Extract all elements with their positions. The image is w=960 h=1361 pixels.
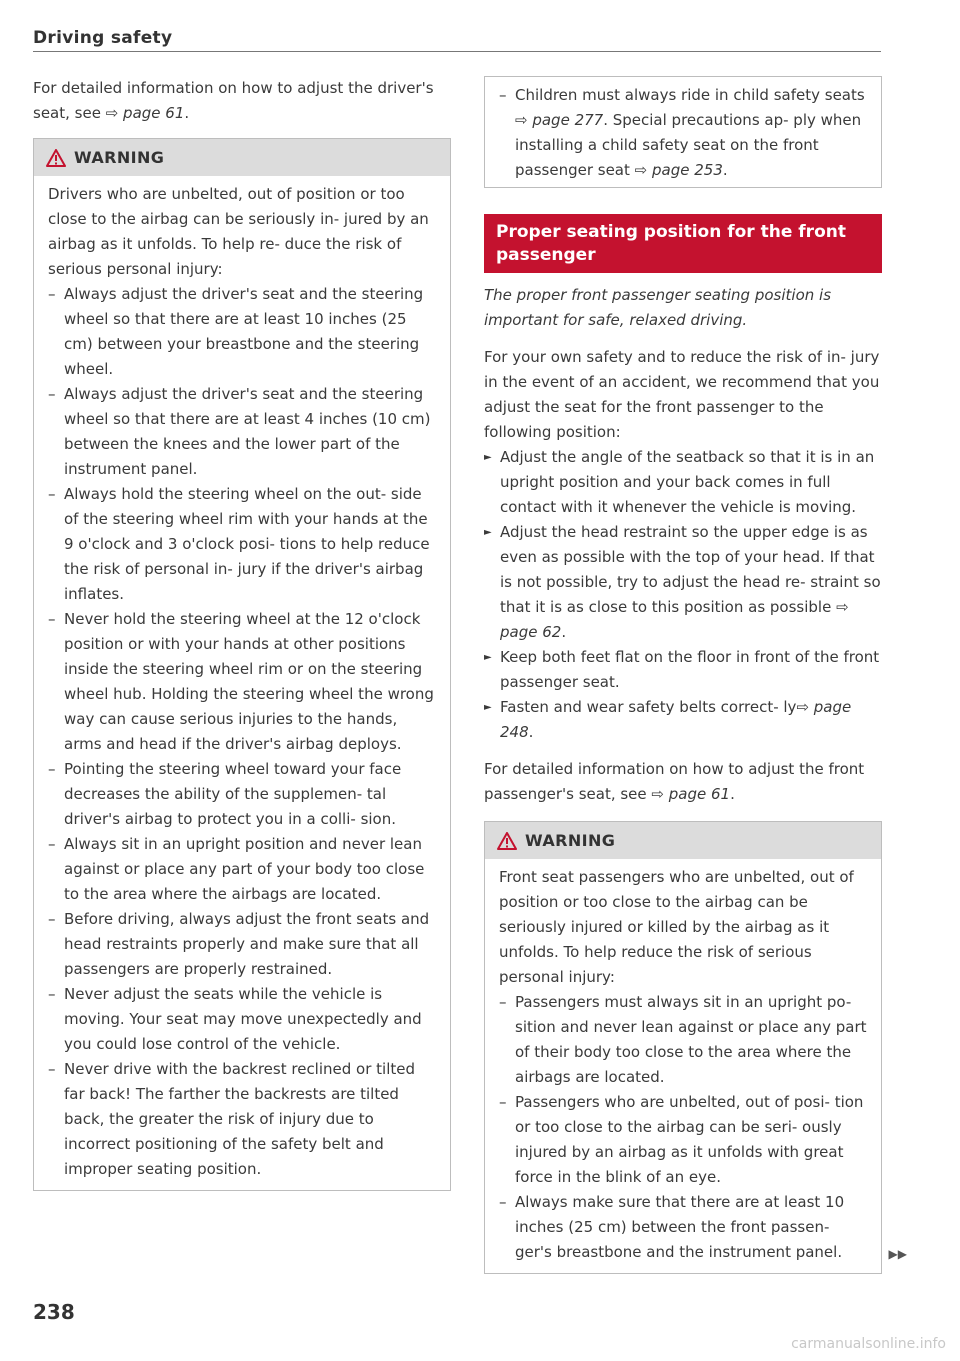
page-ref-61-right[interactable]: ⇨ page 61: [651, 785, 731, 803]
warning-item: – Before driving, always adjust the front seats and head restraints properly and make sure that all passengers are properly restrained.: [48, 907, 436, 982]
triangle-bullet-icon: ►: [484, 527, 492, 538]
warning-item: – Pointing the steering wheel toward your face decreases the ability of the supplemen- tal driver's airbag to protect you in a colli- sion.: [48, 757, 436, 832]
header-divider: [33, 51, 881, 52]
warning-triangle-icon: [46, 149, 66, 167]
warning-item: – Never hold the steering wheel at the 12 o'clock position or with your hands at other positions inside the steering wheel rim or on the steering wheel hub. Holding the steering wheel the wrong way can cause serious injuries to the hands, arms and head if the driver's airbag deploys.: [48, 607, 436, 757]
step-text: Adjust the angle of the seatback so that it is in an upright position and your back comes in full contact with it whenever the vehicle is moving.: [500, 448, 875, 516]
warning-item: – Always sit in an upright position and never lean against or place any part of your body too close to the area where the airbags are located.: [48, 832, 436, 907]
step-text: Fasten and wear safety belts correct- ly: [500, 698, 797, 716]
warning-header: [34, 139, 450, 176]
continued-text-mid: . Special precautions ap- ply when installing a child safety seat on the front passenger seat: [515, 111, 862, 179]
warning-item: – Always adjust the driver's seat and the steering wheel so that there are at least 10 inches (25 cm) between your breastbone and the steering wheel.: [48, 282, 436, 382]
continued-item: – Children must always ride in child safety seats ⇨ page 277. Special precautions ap- ply when installing a child safety seat on the front passenger seat ⇨ page 253.: [499, 83, 869, 183]
warning-item: – Always hold the steering wheel on the out- side of the steering wheel rim with your hands at the 9 o'clock and 3 o'clock posi- tions to help reduce the risk of personal in- jury if the driver's airbag inflates.: [48, 482, 436, 607]
warning-intro: Drivers who are unbelted, out of position or too close to the airbag can be seriously in- jured by an airbag as it unfolds. To help re- duce the risk of serious personal injury:: [48, 185, 429, 278]
triangle-bullet-icon: ►: [484, 452, 492, 463]
warning-title: WARNING: [74, 148, 165, 167]
running-header: Driving safety: [33, 28, 173, 48]
step-text: Keep both feet flat on the floor in front of the front passenger seat.: [500, 648, 880, 691]
step-text: Adjust the head restraint so the upper edge is as even as possible with the top of your head. If that is not possible, try to adjust the head re- straint so that it is as close to this position as possible: [500, 523, 881, 616]
triangle-bullet-icon: ►: [484, 652, 492, 663]
page-ref-61[interactable]: ⇨ page 61: [105, 104, 185, 122]
driver-warning-box: [33, 138, 451, 1191]
step-item: ► Adjust the head restraint so the upper edge is as even as possible with the top of your head. If that is not possible, try to adjust the head re- straint so that it is as close to this position as possible ⇨ page 62.: [484, 520, 882, 645]
warning-intro: Front seat passengers who are unbelted, out of position or too close to the airbag can be seriously injured or killed by the airbag as it unfolds. To help reduce the risk of serious personal injury:: [499, 868, 854, 986]
continued-warning-box: [484, 76, 882, 188]
passenger-warning-box: [484, 821, 907, 1274]
warning-item: – Passengers who are unbelted, out of posi- tion or too close to the airbag can be seri- ously injured by an airbag as it unfolds with great force in the blink of an eye.: [499, 1090, 867, 1190]
left-intro-text: For detailed information on how to adjust the driver's seat, see: [33, 79, 434, 122]
step-item: [484, 445, 882, 520]
left-column: [33, 76, 451, 1191]
instruction-steps: [484, 445, 882, 745]
left-intro-paragraph: For detailed information on how to adjust the driver's seat, see ⇨ page 61.: [33, 79, 434, 122]
section-body: For your own safety and to reduce the risk of in- jury in the event of an accident, we recommend that you adjust the seat for the front passenger to the following position:: [484, 348, 880, 441]
warning-body: [34, 176, 450, 1190]
triangle-bullet-icon: ►: [484, 702, 492, 713]
watermark: carmanualsonline.info: [791, 1336, 946, 1352]
continued-text: Children must always ride in child safety seats: [515, 86, 865, 104]
warning-item: – Always make sure that there are at least 10 inches (25 cm) between the front passen- ger's breastbone and the instrument panel.: [499, 1190, 867, 1265]
warning-item: – Always adjust the driver's seat and the steering wheel so that there are at least 4 inches (10 cm) between the knees and the lower part of the instrument panel.: [48, 382, 436, 482]
warning-item: – Passengers must always sit in an upright po- sition and never lean against or place any part of their body too close to the area where the airbags are located.: [499, 990, 867, 1090]
step-item: ► Fasten and wear safety belts correct- ly⇨ page 248.: [484, 695, 882, 745]
warning-triangle-icon: [497, 832, 517, 850]
right-column: [484, 76, 907, 1274]
page-ref-62[interactable]: ⇨ page 62: [500, 598, 849, 641]
warning-item: – Never drive with the backrest reclined or tilted far back! The farther the backrests are tilted back, the greater the risk of injury due to incorrect positioning of the safety belt and improper seating position.: [48, 1057, 436, 1182]
warning-list: [48, 282, 436, 1182]
continued-arrow-icon: ▶▶: [888, 1247, 907, 1261]
warning-title: WARNING: [525, 831, 616, 850]
continued-list: [499, 83, 869, 183]
warning-header: [485, 822, 881, 859]
detail-text: For detailed information on how to adjust the front passenger's seat, see: [484, 760, 865, 803]
step-item: [484, 645, 882, 695]
page-ref-277[interactable]: ⇨ page 277: [515, 111, 604, 129]
detail-paragraph: For detailed information on how to adjust the front passenger's seat, see ⇨ page 61.: [484, 760, 865, 803]
page-ref-248[interactable]: ⇨ page 248: [500, 698, 852, 741]
section-heading: Proper seating position for the front passenger: [484, 214, 882, 273]
page-ref-253[interactable]: ⇨ page 253: [634, 161, 723, 179]
warning-item: – Never adjust the seats while the vehicle is moving. Your seat may move unexpectedly and you could lose control of the vehicle.: [48, 982, 436, 1057]
warning-body: [485, 859, 881, 1273]
page-number: 238: [33, 1300, 75, 1324]
warning-list: [499, 990, 867, 1265]
section-lead: The proper front passenger seating position is important for safe, relaxed driving.: [484, 286, 832, 329]
